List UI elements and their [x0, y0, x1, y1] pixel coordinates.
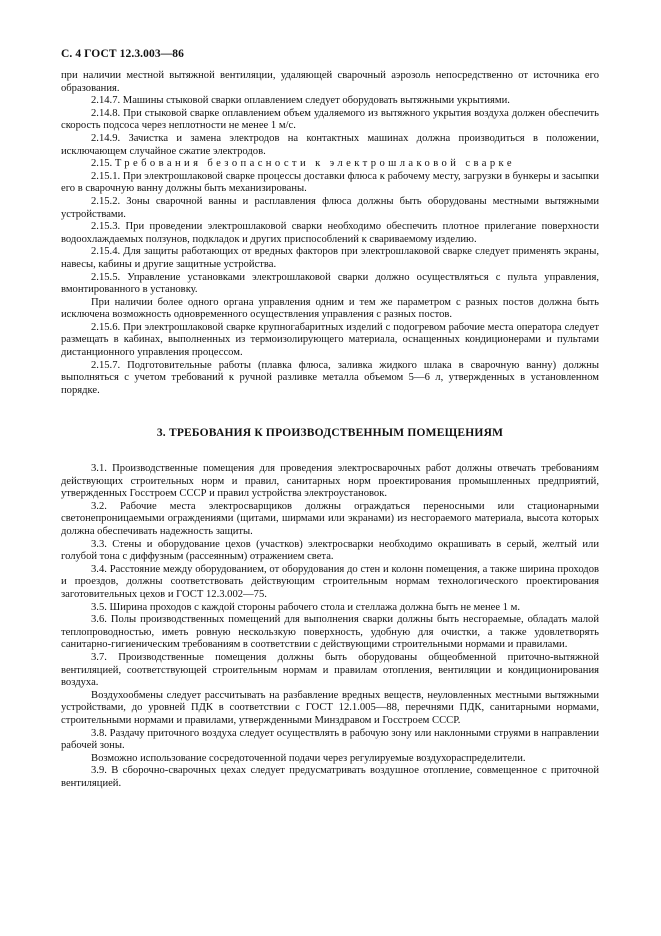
section-2-part-a — [61, 70, 599, 158]
page-header: С. 4 ГОСТ 12.3.003—86 — [61, 48, 184, 60]
paragraph: При наличии более одного органа управления одним и тем же параметром с разных постов должна быть исключена возможность одновременного осуществления управления с разных постов. — [61, 296, 599, 321]
paragraph: 2.15.6. При электрошлаковой сварке крупногабаритных изделий с подогревом рабочие места оператора следует размещать в кабинах, выполненных из термоизолирующего материала, оснащенных кондиционерами и пультами дистанционного управления процессом. — [61, 321, 599, 359]
section-3-heading: 3. ТРЕБОВАНИЯ К ПРОИЗВОДСТВЕННЫМ ПОМЕЩЕНИЯМ — [156, 427, 504, 440]
paragraph: 3.7. Производственные помещения должны быть оборудованы общеобменной приточно-вытяжной вентиляцией, соответствующей строительным нормам и правилам отопления, вентиляции и кондиционирования воздуха. — [61, 651, 599, 689]
paragraph: 3.6. Полы производственных помещений для выполнения сварки должны быть несгораемые, обладать малой теплопроводностью, иметь ровную нескользкую поверхность, удобную для очистки, а также удовлетворять санитарно-гигиеническим требованиям в соответствии с действующими строительными нормами и правилами. — [61, 614, 599, 651]
paragraph: 2.14.7. Машины стыковой сварки оплавлением следует оборудовать вытяжными укрытиями. — [91, 95, 510, 107]
paragraph: 3.9. В сборочно-сварочных цехах следует предусматривать воздушное отопление, совмещенное с приточной вентиляцией. — [61, 765, 599, 789]
paragraph: 2.15.4. Для защиты работающих от вредных факторов при электрошлаковой сварке следует применять экраны, навесы, кабины и другие защитные устройства. — [61, 246, 599, 270]
paragraph: 2.14.9. Зачистка и замена электродов на контактных машинах должна производиться в положении, исключающем случайное сжатие электродов. — [61, 132, 599, 157]
paragraph: 2.14.8. При стыковой сварке оплавлением объем удаляемого из вытяжного укрытия воздуха должен обеспечить скорость подсоса через неплотности не менее 1 м/с. — [61, 107, 599, 132]
paragraph: 3.4. Расстояние между оборудованием, от оборудования до стен и колонн помещения, а также ширина проходов и проездов, должны соответствовать действующим строительным нормам технологического проектирования заготовительных цехов и ГОСТ 12.3.002—75. — [61, 563, 599, 600]
paragraph: Воздухообмены следует рассчитывать на разбавление вредных веществ, неуловленных местными вытяжными устройствами, до уровней ПДК в соответствии с ГОСТ 12.1.005—88, перечнями ПДК, санитарными нормами, строительными нормами и правилами, утвержденными Минздравом и Госстроем СССР. — [61, 689, 599, 726]
paragraph: 2.15.7. Подготовительные работы (плавка флюса, заливка жидкого шлака в сварочную ванну) должны выполняться с учетом требований к ручной разливке металла объемом 5—6 л, утвержденных в установленном порядке. — [61, 359, 599, 396]
paragraph: при наличии местной вытяжной вентиляции, удаляющей сварочный аэрозоль непосредственно от источника его образования. — [61, 70, 599, 94]
paragraph: 3.8. Раздачу приточного воздуха следует осуществлять в рабочую зону или наклонными струями в направлении рабочей зоны. — [61, 727, 599, 752]
paragraph: 2.15.2. Зоны сварочной ванны и расплавления флюса должны быть оборудованы местными вытяжными устройствами. — [61, 195, 599, 220]
paragraph: 3.3. Стены и оборудование цехов (участков) электросварки необходимо окрашивать в серый, желтый или голубой тона с диффузным (рассеянным) отражением света. — [61, 538, 599, 563]
paragraph: Возможно использование сосредоточенной подачи через регулируемые воздухораспределители. — [91, 752, 526, 764]
subsection-title: Требования безопасности к электрошлаковой сварке — [114, 158, 515, 170]
document-body — [61, 70, 599, 790]
paragraph: 3.2. Рабочие места электросварщиков должны ограждаться переносными или стационарными светонепроницаемыми ограждениями (щитами, ширмами или экранами) из несгораемого материала, высота которых должна обеспечивать надежность защиты. — [61, 500, 599, 537]
subsection-number: 2.15. — [91, 158, 113, 170]
section-2-part-b — [61, 171, 599, 398]
paragraph: 2.15.5. Управление установками электрошлаковой сварки должно осуществляться с пульта управления, вмонтированного в установку. — [61, 271, 599, 296]
paragraph: 3.1. Производственные помещения для проведения электросварочных работ должны отвечать требованиям действующих строительных норм и правил, санитарных норм проектирования промышленных предприятий, утвержденных Госстроем СССР и правил устройства электроустановок. — [61, 463, 599, 500]
section-3 — [61, 463, 599, 790]
paragraph: 3.5. Ширина проходов с каждой стороны рабочего стола и стеллажа должна быть не менее 1 м. — [91, 601, 520, 613]
paragraph: 2.15.1. При электрошлаковой сварке процессы доставки флюса к рабочему месту, загрузки в бункеры и засыпки его в сварочную ванну должны быть механизированы. — [61, 170, 599, 195]
subsection-title-2-15 — [61, 158, 599, 171]
paragraph: 2.15.3. При проведении электрошлаковой сварки необходимо обеспечить плотное прилегание поверхности водоохлаждаемых ползунов, подкладок и других приспособлений к свариваемому изделию. — [61, 221, 599, 245]
